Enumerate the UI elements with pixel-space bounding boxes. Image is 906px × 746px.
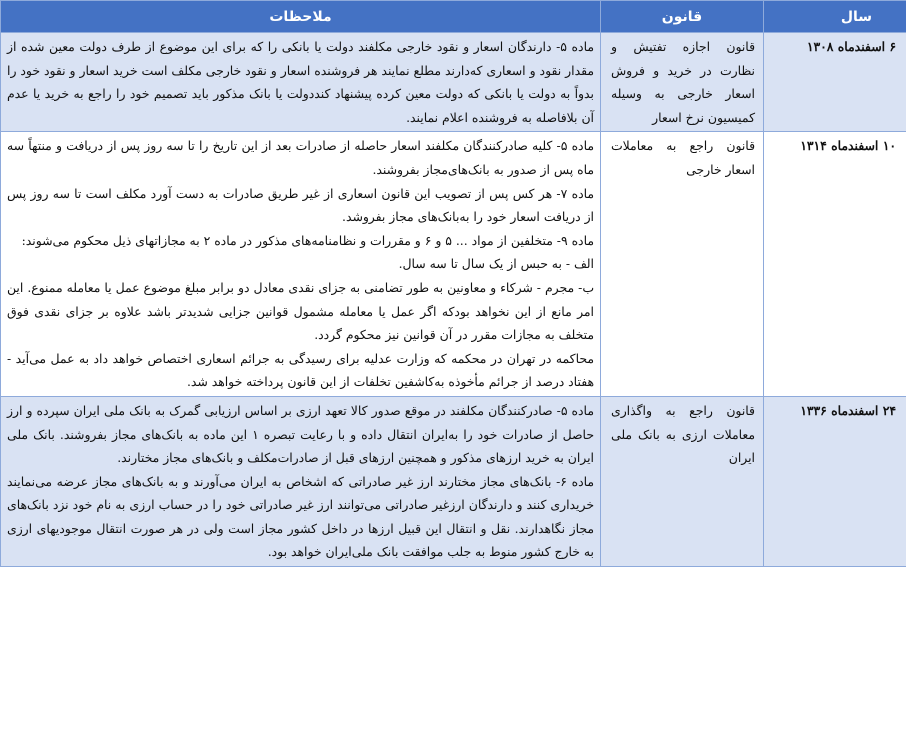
- note-paragraph: ب- مجرم - شرکاء و معاونین به طور تضامنی به جزای نقدی معادل دو برابر مبلغ موضوع عمل یا معامله ممنوع. این امر مانع از این نخواهد بودکه اگر عمل یا معامله مشمول قوانین جزایی شدیدتر باشد علاوه بر جزای نقدی فوق متخلف به مجازات مقرر در آن قوانین نیز محکوم گردد.: [7, 279, 594, 343]
- year-cell: ۶ اسفندماه ۱۳۰۸: [764, 33, 906, 132]
- note-paragraph: محاکمه در تهران در محکمه که وزارت عدلیه برای رسیدگی به جرائم اسعاری اختصاص خواهد داد به عمل می‌آید - هفتاد درصد از جرائم مأخوذه به‌کاشفین تخلفات از این قانون پرداخته خواهد شد.: [7, 350, 594, 390]
- law-cell: قانون راجع به واگذاری معاملات ارزی به بانک ملی ایران: [601, 396, 764, 566]
- note-paragraph: ماده ۵- کلیه صادرکنندگان مکلفند اسعار حاصله از صادرات بعد از این تاریخ را تا سه روز پس از دریافت و منتهاً سه ماه پس از صدور به بانک‌های‌مجاز بفروشند.: [7, 138, 594, 177]
- header-year: سال: [764, 1, 906, 33]
- note-paragraph: ماده ۵- دارندگان اسعار و نقود خارجی مکلفند دولت یا بانکی را که برای این موضوع از طرف دولت معین شده از مقدار نقود و اسعاری که‌دارند مطلع نمایند هر فروشنده اسعار و نقود خارجی مکلف است خرید اسعار و نقود خود را بدواً به دولت یا بانکی که دولت معین کرده پیشنهاد کنددولت یا بانک مذکور باید تصمیم خود را راجع به خرید یا عدم آن بلافاصله به فروشنده اعلام نمایند.: [7, 39, 594, 125]
- note-paragraph: ماده ۶- بانک‌های مجاز مختارند ارز غیر صادراتی که اشخاص به ایران می‌آورند و به بانک‌های مجاز عرضه می‌نمایند خریداری کنند و دارندگان ارزغیر صادراتی می‌توانند ارز غیر صادراتی خود را در حساب ارزی به نام خود نزد بانک‌های مجاز نگاهدارند. نقل و انتقال این قبیل ارزها در داخل کشور مجاز است ولی در هر صورت انتقال موجودیهای ارزی به خارج کشور منوط به جلب موافقت بانک ملی‌ایران خواهد بود.: [7, 473, 594, 560]
- table-header-row: [1, 1, 906, 33]
- table-row: [1, 33, 906, 132]
- header-notes: ملاحظات: [1, 1, 601, 33]
- table-row: [1, 132, 906, 397]
- year-cell: ۱۰ اسفندماه ۱۳۱۴: [764, 132, 906, 397]
- note-paragraph: ماده ۹- متخلفین از مواد ... ۵ و ۶ و مقررات و نظامنامه‌های مذکور در ماده ۲ به مجازاتهای ذیل محکوم می‌شوند:: [21, 232, 594, 248]
- table-row: [1, 396, 906, 566]
- notes-cell: [1, 132, 601, 397]
- year-cell: ۲۴ اسفندماه ۱۳۳۶: [764, 396, 906, 566]
- note-paragraph: ماده ۷- هر کس پس از تصویب این قانون اسعاری از غیر طریق صادرات به دست آورد مکلف است تا سه روز پس از دریافت اسعار خود را به‌بانک‌های مجاز بفروشد.: [7, 185, 594, 225]
- law-cell: قانون اجازه تفتیش و نظارت در خرید و فروش اسعار خارجی به وسیله کمیسیون نرخ اسعار: [601, 33, 764, 132]
- header-law: قانون: [601, 1, 764, 33]
- notes-cell: [1, 33, 601, 132]
- note-paragraph: ماده ۵- صادرکنندگان مکلفند در موقع صدور کالا تعهد ارزی بر اساس ارزیابی گمرک به بانک ملی ایران سپرده و ارز حاصل از صادرات خود را به‌ایران انتقال داده و با رعایت تبصره ۱ این ماده به بانک‌های مجاز بفروشند. بانک ملی ایران به خرید ارزهای مذکور و همچنین ارزهای قبل از صادرات‌مکلف و بانک‌های مجاز مختارند.: [7, 402, 594, 466]
- note-paragraph: الف - به حبس از یک سال تا سه سال.: [398, 256, 594, 272]
- notes-cell: [1, 396, 601, 566]
- law-cell: قانون راجع به معاملات اسعار خارجی: [601, 132, 764, 397]
